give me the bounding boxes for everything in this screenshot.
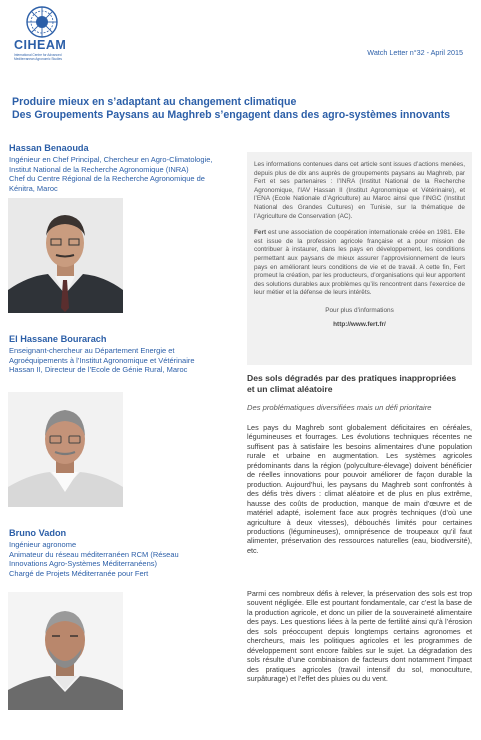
section-subtitle: Des problématiques diversifiées mais un défi prioritaire — [247, 403, 432, 412]
role-line: Institut National de la Recherche Agronomique (INRA) — [9, 164, 189, 174]
role-line: Agroéquipements à l’Institut Agronomique et Vétérinaire — [9, 355, 195, 365]
ciheam-emblem-icon — [26, 6, 58, 38]
box-paragraph-2-text: est une association de coopération internationale créée en 1981. Elle est issue de la profession agricole française et a pour mission de contribuer à instaurer, dans les pays en développement, les conditions permettant aux paysans de mieux assurer l’approvisionnement de leurs pays en améliorant leurs conditions de vie et de travail. A cette fin, Fert promeut la création, par les producteurs, d’organisations qui leur apportent des solutions durables aux problèmes qu’ils rencontrent dans l’exercice de leur métier et la défense de leurs intérêts. — [254, 229, 466, 297]
author-name: El Hassane Bourarach — [9, 334, 107, 344]
section-title-line-1: Des sols dégradés par des pratiques inappropriées — [247, 373, 457, 383]
role-line: Ingénieur en Chef Principal, Chercheur en Agro-Climatologie, — [9, 155, 213, 164]
role-line: Ingénieur agronome — [9, 540, 77, 549]
author-role — [9, 346, 245, 375]
role-line: Chargé de Projets Méditerranée pour Fert — [9, 568, 149, 578]
body-paragraph-1: Les pays du Maghreb sont globalement déficitaires en céréales, légumineuses et fourrages. Les évolutions techniques récentes ne suffisent pas à satisfaire les besoins alimentaires d’une population rurale et urbaine en augmentation. Les systèmes agricoles prédominants dans la région (polyculture-élevage) doivent bénéficier de réelles innovations pour pouvoir améliorer de façon durable la production. Aujourd’hui, les paysans du Maghreb sont confrontés à des défis très divers : climat aléatoire et de plus en plus extrême, hausse des coûts de production, manque de main d’œuvre et de matériel adapté, isolement face aux progrès techniques (d’où une agriculture à deux vitesses), débouchés limités pour certaines productions (légumineuses), omniprésence de troupeaux qu’il faut alimenter, préservation des ressources naturelles (eau, biodiversité), etc. — [247, 423, 472, 555]
title-line-2: Des Groupements Paysans au Maghreb s’engagent dans des agro-systèmes innovants — [12, 108, 451, 121]
logo-tagline: International Centre for Advanced Mediterranean Agronomic Studies — [14, 53, 63, 61]
author-photo — [8, 198, 123, 313]
role-line: Enseignant-chercheur au Département Energie et — [9, 346, 175, 355]
role-line: Chef du Centre Régional de la Recherche Agronomique de — [9, 174, 205, 184]
title-line-1: Produire mieux en s’adaptant au changement climatique — [12, 96, 297, 108]
box-paragraph-2 — [254, 229, 465, 298]
author-name: Hassan Benaouda — [9, 143, 89, 153]
fert-link[interactable]: http://www.fert.fr/ — [333, 320, 386, 328]
role-line: Innovations Agro-Systèmes Méditerranéens) — [9, 559, 157, 569]
box-paragraph-1: Les informations contenues dans cet article sont issues d’actions menées, depuis plus de dix ans auprès de groupements paysans au Maghreb, par Fert et ses partenaires : l’INRA (Institut National de la Recherche Agronomique, l’IAV Hassan II (Institut Agronomique et Vétérinaire), et l’ENA (Ecole Nationale d’Agriculture) au Maroc ainsi que l’INGC (Institut National des Grandes Cultures) en Tunisie, sur la thématique de l’Agriculture de Conservation (AC). — [254, 161, 465, 220]
author-role — [9, 540, 245, 578]
author-name: Bruno Vadon — [9, 528, 67, 538]
ciheam-logo — [8, 6, 78, 72]
author-role — [9, 155, 245, 193]
article-title — [12, 96, 474, 121]
role-line: Animateur du réseau méditerranéen RCM (Réseau — [9, 549, 179, 559]
author-photo — [8, 392, 123, 507]
section-title-line-2: et un climat aléatoire — [247, 383, 333, 394]
role-line: Kénitra, Maroc — [9, 183, 58, 193]
body-paragraph-2: Parmi ces nombreux défis à relever, la préservation des sols est trop souvent négligée. Elle est pourtant fondamentale, car c’est la base de la production agricole, et donc un pilier de la souveraineté alimentaire des pays. Les questions liées à la perte de fertilité ainsi qu’à l’érosion des sols préoccupent depuis longtemps certains agronomes et chercheurs, mais les politiques agricoles et les programmes de développement sont encore faibles sur le sujet. La dégradation des sols résulte d’une combinaison de facteurs dont notamment l’impact des pratiques agricoles (travail intensif du sol, monoculture, surpâturage) et l’effet des pluies ou du vent. — [247, 589, 472, 684]
source-info-box — [247, 152, 472, 365]
logo-name: CIHEAM — [14, 38, 67, 52]
issue-label: Watch Letter n°32 - April 2015 — [367, 48, 463, 57]
fert-label: Fert — [254, 229, 267, 237]
section-title — [247, 373, 472, 395]
role-line: Hassan II, Directeur de l’Ecole de Génie Rural, Maroc — [9, 365, 188, 375]
more-info-label: Pour plus d’informations — [325, 306, 394, 314]
author-photo — [8, 592, 123, 710]
